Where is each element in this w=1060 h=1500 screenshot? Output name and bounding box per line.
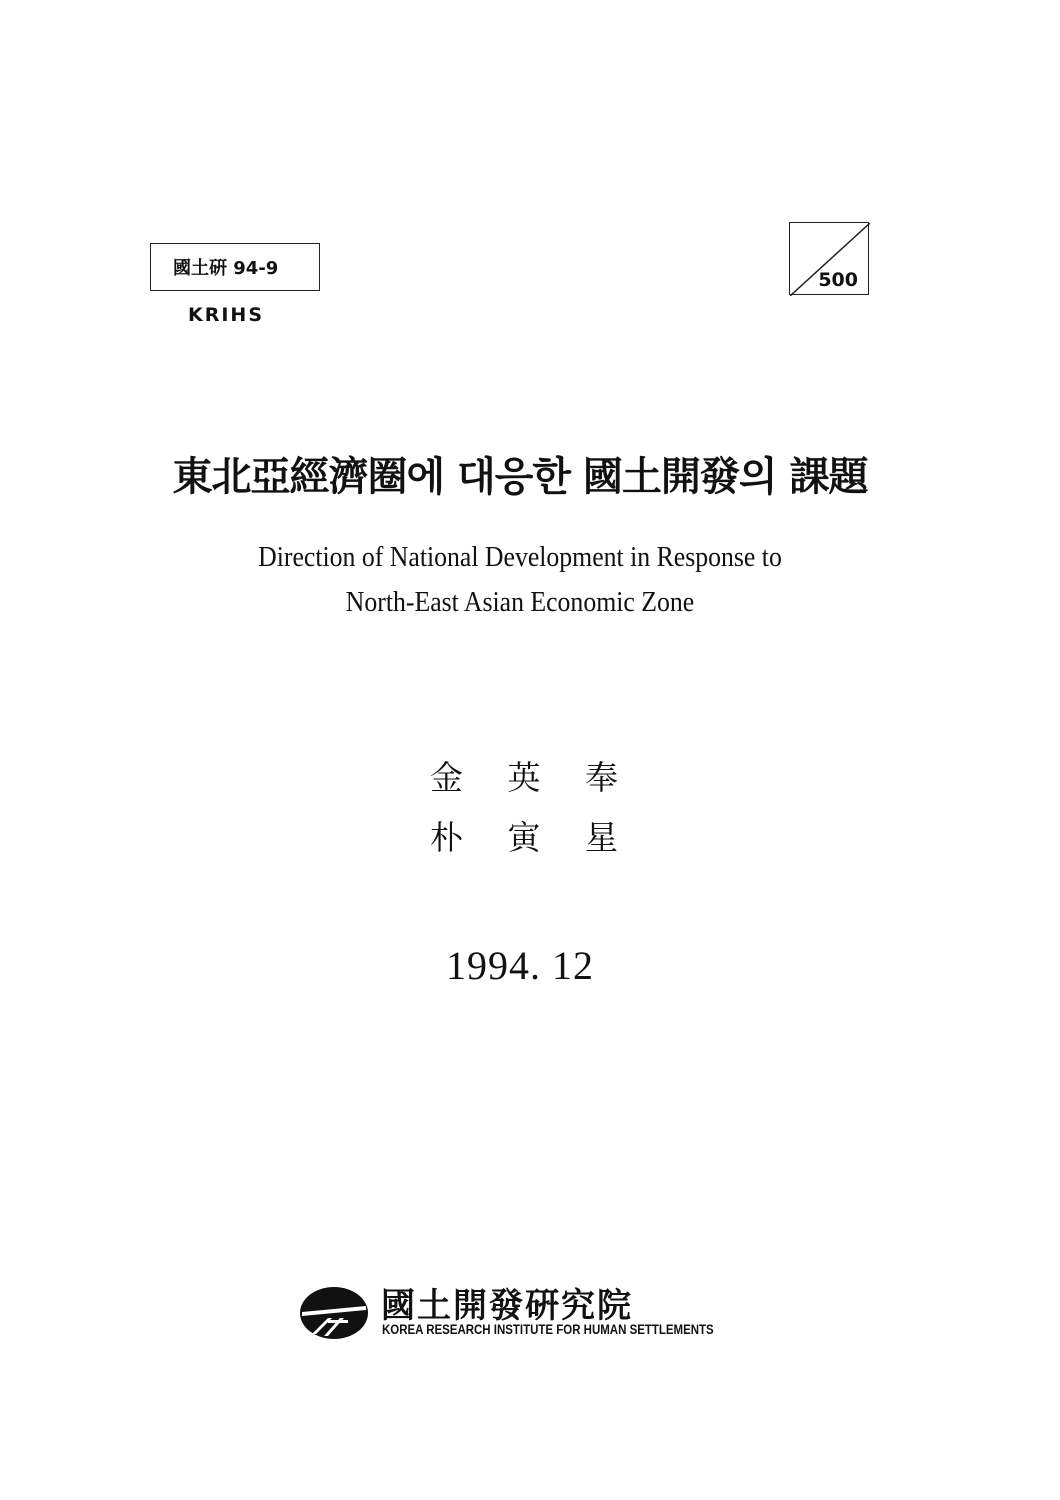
author-char: 星: [585, 818, 618, 857]
author-list: [420, 748, 640, 868]
korean-title: 東北亞經濟圈에 대응한 國土開發의 課題: [172, 454, 868, 500]
author-char: 金: [430, 758, 463, 797]
institute-abbreviation: KRIHS: [188, 304, 265, 326]
copy-number-box: [789, 222, 869, 295]
author-name: [420, 808, 640, 868]
author-char: 朴: [430, 818, 463, 857]
author-name: [420, 748, 640, 808]
krihs-logo-icon: [298, 1284, 370, 1342]
publisher-name-hanja: 國土開發硏究院: [381, 1286, 633, 1326]
copy-number: 500: [818, 269, 858, 291]
publisher-block: [298, 1278, 738, 1348]
english-title-line-2: North-East Asian Economic Zone: [345, 587, 695, 618]
author-char: 寅: [507, 818, 541, 857]
publisher-name-english: KOREA RESEARCH INSTITUTE FOR HUMAN SETTLEMENTS: [382, 1322, 714, 1337]
author-char: 奉: [585, 758, 618, 797]
series-number-box: [150, 243, 320, 291]
author-char: 英: [507, 758, 541, 797]
publication-date: 1994. 12: [446, 943, 594, 988]
english-title-line-1: Direction of National Development in Response to: [258, 542, 782, 573]
series-number: 國土硏 94-9: [173, 258, 279, 279]
